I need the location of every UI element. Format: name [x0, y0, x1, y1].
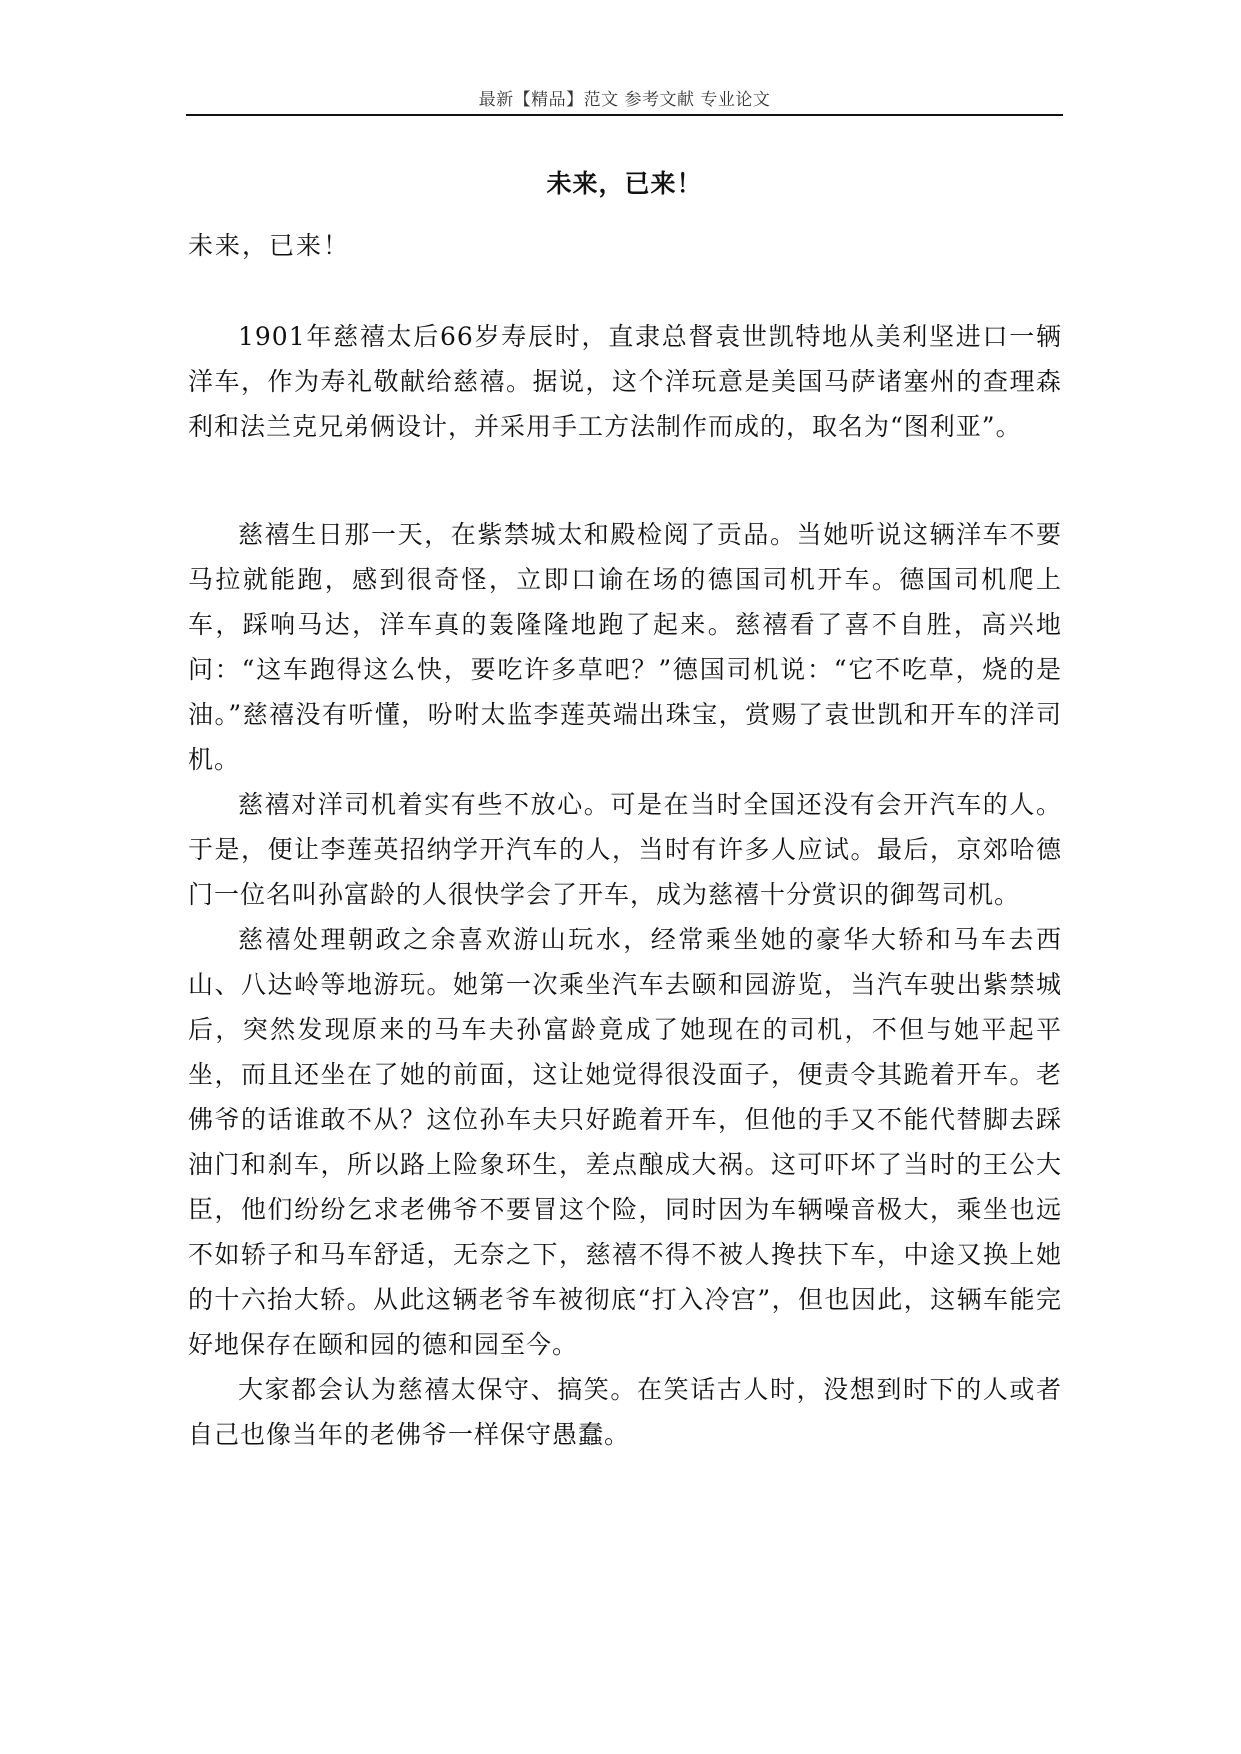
paragraph-5: 大家都会认为慈禧太保守、搞笑。在笑话古人时，没想到时下的人或者自己也像当年的老佛爷一样保守愚蠢。 — [188, 1375, 1062, 1449]
page-header: 最新【精品】范文 参考文献 专业论文 — [478, 90, 771, 110]
paragraph-3: 慈禧对洋司机着实有些不放心。可是在当时全国还没有会开汽车的人。于是，便让李莲英招纳学开汽车的人，当时有许多人应试。最后，京郊哈德门一位名叫孙富龄的人很快学会了开车，成为慈禧十分赏识的御驾司机。 — [188, 790, 1062, 909]
paragraph-gap — [188, 449, 1062, 512]
document-body — [188, 314, 1062, 1457]
document-subtitle: 未来，已来！ — [188, 231, 351, 260]
paragraph-2: 慈禧生日那一天，在紫禁城太和殿检阅了贡品。当她听说这辆洋车不要马拉就能跑，感到很奇怪，立即口谕在场的德国司机开车。德国司机爬上车，踩响马达，洋车真的轰隆隆地跑了起来。慈禧看了喜不自胜，高兴地问：“这车跑得这么快，要吃许多草吧？”德国司机说：“它不吃草，烧的是油。”慈禧没有听懂，吩咐太监李莲英端出珠宝，赏赐了袁世凯和开车的洋司机。 — [188, 520, 1062, 774]
paragraph-4: 慈禧处理朝政之余喜欢游山玩水，经常乘坐她的豪华大轿和马车去西山、八达岭等地游玩。她第一次乘坐汽车去颐和园游览，当汽车驶出紫禁城后，突然发现原来的马车夫孙富龄竟成了她现在的司机，不但与她平起平坐，而且还坐在了她的前面，这让她觉得很没面子，便责令其跪着开车。老佛爷的话谁敢不从？这位孙车夫只好跪着开车，但他的手又不能代替脚去踩油门和刹车，所以路上险象环生，差点酿成大祸。这可吓坏了当时的王公大臣，他们纷纷乞求老佛爷不要冒这个险，同时因为车辆噪音极大，乘坐也远不如轿子和马车舒适，无奈之下，慈禧不得不被人搀扶下车，中途又换上她的十六抬大轿。从此这辆老爷车被彻底“打入冷宫”，但也因此，这辆车能完好地保存在颐和园的德和园至今。 — [188, 925, 1062, 1359]
header-divider — [186, 114, 1063, 116]
document-title: 未来，已来！ — [546, 169, 703, 198]
paragraph-1: 1901年慈禧太后66岁寿辰时，直隶总督袁世凯特地从美利坚进口一辆洋车，作为寿礼敬献给慈禧。据说，这个洋玩意是美国马萨诸塞州的查理森利和法兰克兄弟俩设计，并采用手工方法制作而成的，取名为“图利亚”。 — [188, 322, 1062, 441]
